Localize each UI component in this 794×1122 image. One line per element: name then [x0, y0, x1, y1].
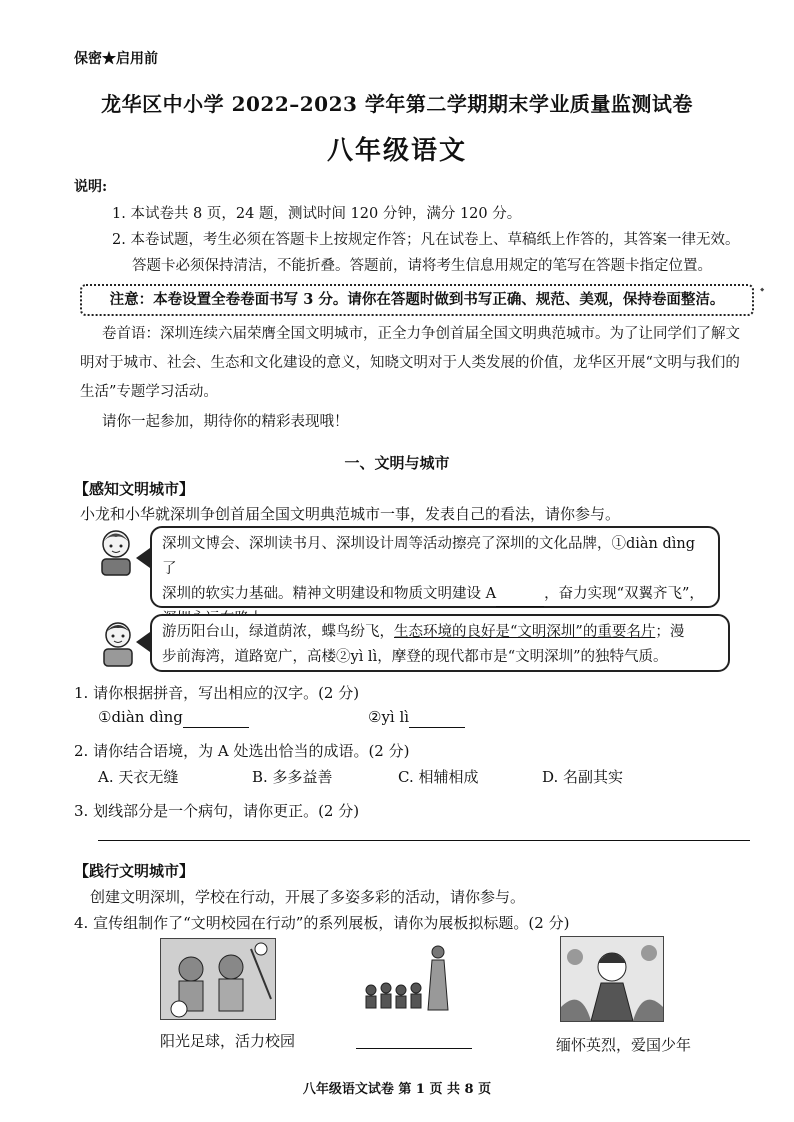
bubble-tail-1: [136, 548, 150, 568]
underlined-sentence: 生态环境的良好是“文明深圳”的重要名片: [394, 624, 656, 640]
q1-a: ①diàn dìng: [98, 706, 249, 728]
intro-line-4: 请你一起参加，期待你的精彩表现哦！: [102, 414, 349, 430]
q3-answer-line[interactable]: [98, 840, 750, 841]
confidential-label: 保密★启用前: [74, 51, 158, 67]
instruction-item-1: 1. 本试卷共 8 页，24 题，测试时间 120 分钟，满分 120 分。: [112, 206, 522, 222]
poster-students-image: [356, 938, 466, 1020]
notice-box: 注意：本卷设置全卷卷面书写 3 分。请你在答题时做到书写正确、规范、美观，保持卷面整洁。: [80, 284, 754, 316]
bubble1-line2: 深圳的软实力基础。精神文明建设和物质文明建设 A ，奋力实现“双翼齐飞”，: [162, 582, 708, 607]
exam-title: 龙华区中小学 2022–2023 学年第二学期期末学业质量监测试卷: [101, 92, 693, 116]
poster-patriotic-image: [560, 936, 664, 1022]
subject-title: 八年级语文: [326, 136, 467, 166]
instructions-label: 说明:: [74, 179, 108, 195]
caption-3: 缅怀英烈，爱国少年: [556, 1036, 692, 1054]
part1-intro: 小龙和小华就深圳争创首届全国文明典范城市一事，发表自己的看法，请你参与。: [80, 505, 621, 523]
page-footer: 八年级语文试卷 第 1 页 共 8 页: [302, 1082, 492, 1097]
q1-stem: 1. 请你根据拼音，写出相应的汉字。(2 分): [74, 684, 360, 702]
instruction-item-2b: 答题卡必须保持清洁，不能折叠。答题前，请将考生信息用规定的笔写在答题卡指定位置。: [132, 258, 712, 274]
q1-b: ②yì lì: [368, 706, 465, 728]
poster-football-image: [160, 938, 276, 1020]
side-marker-icon: ⬩: [760, 282, 765, 296]
q2-option-a[interactable]: A. 天衣无缝: [98, 768, 179, 786]
bubble1-line1: 深圳文博会、深圳读书月、深圳设计周等活动擦亮了深圳的文化品牌，①diàn dìng了: [162, 536, 696, 577]
intro-line-1: 卷首语：深圳连续六届荣膺全国文明城市，正全力争创首届全国文明典范城市。为了让同学们了解文: [102, 326, 740, 342]
boy-avatar: [96, 618, 140, 668]
q2-stem: 2. 请你结合语境，为 A 处选出恰当的成语。(2 分): [74, 742, 410, 760]
intro-line-3: 生活”专题学习活动。: [80, 384, 218, 400]
q1-b-blank[interactable]: [409, 727, 465, 728]
q2-option-b[interactable]: B. 多多益善: [252, 768, 333, 786]
caption-2-blank[interactable]: [356, 1048, 472, 1049]
bubble2-line2: 步前海湾，道路宽广，高楼②yì lì，摩登的现代都市是“文明深圳”的独特气质。: [162, 649, 668, 665]
speech-bubble-2: [150, 614, 730, 672]
q4-stem: 4. 宣传组制作了“文明校园在行动”的系列展板，请你为展板拟标题。(2 分): [74, 914, 570, 932]
q1-a-blank[interactable]: [183, 727, 249, 728]
section-title: 一、文明与城市: [344, 454, 450, 472]
girl-avatar: [94, 527, 138, 577]
q3-stem: 3. 划线部分是一个病句，请你更正。(2 分): [74, 802, 360, 820]
speech-bubble-1: [150, 526, 720, 608]
instruction-item-2a: 2. 本卷试题，考生必须在答题卡上按规定作答；凡在试卷上、草稿纸上作答的，其答案一律无效。: [112, 232, 740, 248]
intro-line-2: 明对于城市、社会、生态和文化建设的意义，知晓文明对于人类发展的价值，龙华区开展“文明与我们的: [80, 355, 740, 371]
part2-title: 【践行文明城市】: [74, 862, 195, 880]
q2-option-d[interactable]: D. 名副其实: [542, 768, 624, 786]
q2-option-c[interactable]: C. 相辅相成: [398, 768, 479, 786]
part2-intro: 创建文明深圳，学校在行动，开展了多姿多彩的活动，请你参与。: [90, 888, 526, 906]
bubble-tail-2: [136, 632, 150, 652]
bubble2-line1: 游历阳台山，绿道荫浓，蝶鸟纷飞，生态环境的良好是“文明深圳”的重要名片；漫: [162, 624, 685, 640]
part1-title: 【感知文明城市】: [74, 480, 195, 498]
caption-1: 阳光足球，活力校园: [160, 1032, 296, 1050]
